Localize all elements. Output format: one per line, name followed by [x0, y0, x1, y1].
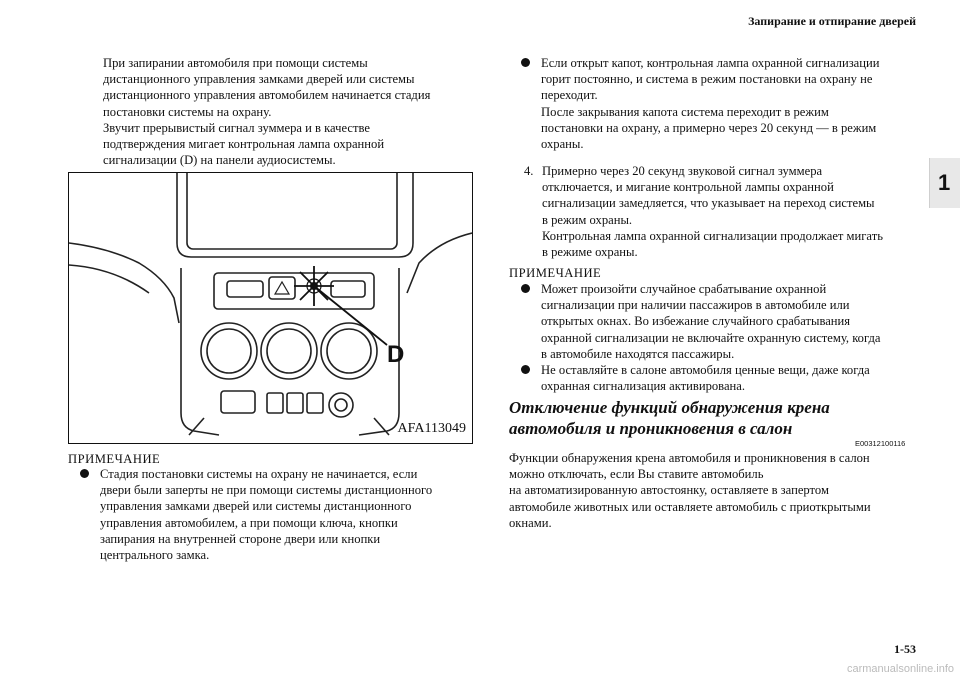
note-left-bullet	[80, 466, 480, 566]
intro-line: дистанционного управления замками дверей или системы	[103, 72, 415, 87]
section-title	[509, 397, 830, 439]
intro-paragraph	[103, 55, 430, 168]
hood-bullet	[521, 55, 921, 155]
step-4-line: отключается, и мигание контрольной лампы охранной	[542, 180, 834, 195]
note-right-line: Не оставляйте в салоне автомобиля ценные вещи, даже когда	[541, 363, 870, 377]
figure-code: AFA113049	[397, 421, 466, 436]
hood-line: переходит.	[541, 88, 598, 103]
note-left-line: управления замками дверей или системы дистанционного	[100, 499, 412, 514]
note-heading-left: ПРИМЕЧАНИЕ	[68, 452, 161, 466]
note-right-bullet-1	[521, 281, 921, 365]
dashboard-figure	[68, 172, 473, 444]
hood-line: охраны.	[541, 137, 584, 152]
section-line: окнами.	[509, 515, 552, 530]
section-line: Функции обнаружения крена автомобиля и проникновения в салон	[509, 451, 870, 465]
section-line: можно отключать, если Вы ставите автомобиль	[509, 467, 764, 482]
note-right-bullet-2	[521, 362, 921, 396]
note-heading-right: ПРИМЕЧАНИЕ	[509, 266, 602, 280]
note-left-line: центрального замка.	[100, 548, 210, 563]
note-right-line: охранная сигнализация активирована.	[541, 379, 746, 394]
step-4-line: в режим охраны.	[542, 212, 633, 227]
section-title-line: Отключение функций обнаружения крена	[509, 398, 830, 417]
step-4-line: Примерно через 20 секунд звуковой сигнал зуммера	[542, 164, 823, 178]
bullet-icon	[521, 284, 530, 293]
note-right-line: открытых окнах. Во избежание случайного срабатывания	[541, 314, 851, 329]
intro-line: подтверждения мигает контрольная лампа охранной	[103, 137, 385, 152]
intro-line: При запирании автомобиля при помощи системы	[103, 56, 368, 70]
watermark-text: carmanualsonline.info	[846, 663, 954, 675]
figure-callout-label: D	[387, 341, 405, 368]
hood-line: постановки на охрану, а примерно через 20 секунд — в режим	[541, 120, 877, 135]
section-line: на автоматизированную автостоянку, оставляете в запертом	[509, 483, 829, 498]
step-4-line: сигнализации замедляется, что указывает на переход системы	[542, 196, 875, 211]
dashboard-illustration	[69, 173, 472, 443]
note-right-line: охранной сигнализации не включайте охранную систему, когда	[541, 330, 881, 345]
step-4-line: Контрольная лампа охранной сигнализации продолжает мигать	[542, 228, 883, 243]
step-4	[524, 163, 924, 263]
note-left-line: двери были заперты не при помощи системы дистанционного	[100, 483, 433, 498]
intro-line: постановки системы на охрану.	[103, 104, 272, 119]
page-header-title: Запирание и отпирание дверей	[748, 14, 916, 28]
section-line: автомобиле животных или оставляете автомобиль с приоткрытыми	[509, 499, 871, 514]
bullet-icon	[521, 365, 530, 374]
section-code: E00312100116	[855, 439, 906, 448]
hood-line: Если открыт капот, контрольная лампа охранной сигнализации	[541, 56, 880, 70]
page-number: 1-53	[894, 642, 916, 656]
note-left-line: Стадия постановки системы на охрану не начинается, если	[100, 467, 418, 481]
hood-line: горит постоянно, и система в режим постановки на охрану не	[541, 72, 873, 87]
chapter-tab-number: 1	[938, 170, 951, 195]
note-right-line: сигнализации при наличии пассажиров в автомобиле или	[541, 298, 850, 313]
security-indicator-lamp	[310, 282, 318, 290]
note-left-line: запирания на внутренней стороне двери или кнопки	[100, 531, 381, 546]
section-title-line: автомобиля и проникновения в салон	[509, 419, 793, 438]
intro-line: Звучит прерывистый сигнал зуммера и в качестве	[103, 120, 370, 135]
chapter-tab	[929, 158, 960, 208]
note-right-line: в автомобиле находятся пассажиры.	[541, 346, 735, 361]
note-left-line: управления автомобилем, а при помощи ключа, кнопки	[100, 515, 398, 530]
hood-line: После закрывания капота система переходит в режим	[541, 104, 829, 119]
step-4-line: в режиме охраны.	[542, 245, 638, 260]
intro-line: дистанционного управления автомобилем начинается стадия	[103, 88, 431, 103]
bullet-icon	[80, 469, 89, 478]
section-paragraph	[509, 450, 871, 531]
bullet-icon	[521, 58, 530, 67]
step-number: 4.	[524, 164, 534, 178]
note-right-line: Может произойти случайное срабатывание охранной	[541, 282, 827, 296]
intro-line: сигнализации (D) на панели аудиосистемы.	[103, 153, 336, 168]
